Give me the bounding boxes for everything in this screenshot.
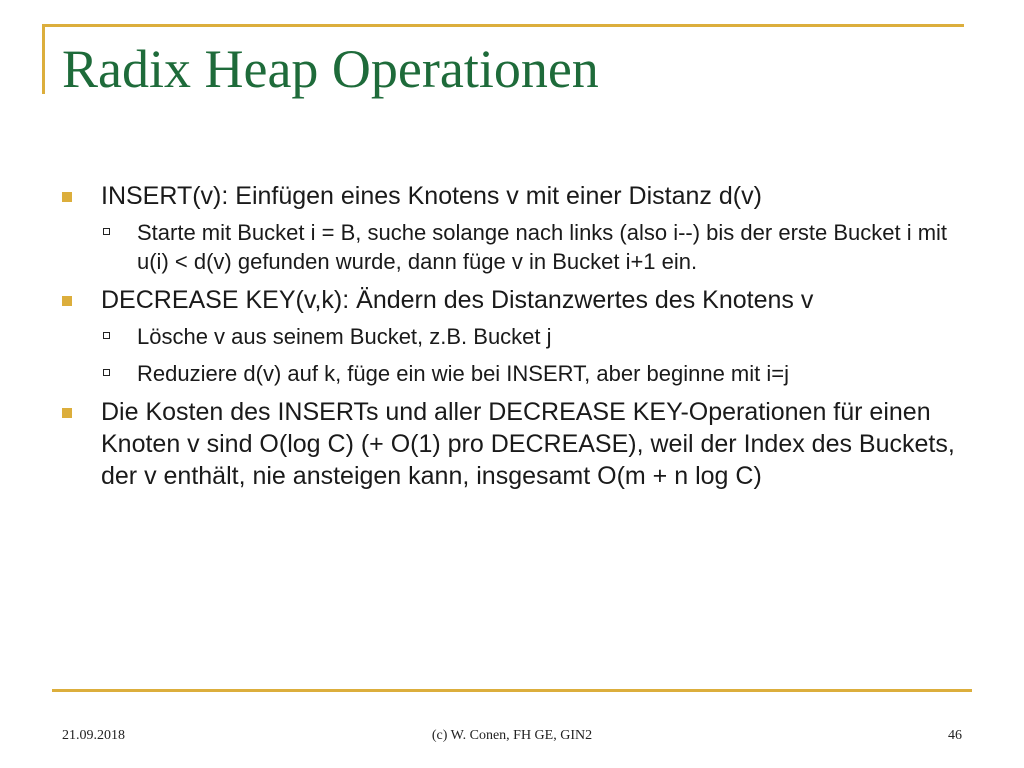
slide-title: Radix Heap Operationen: [62, 39, 599, 99]
frame-top-line: [42, 24, 964, 27]
hollow-square-bullet-icon: [103, 332, 110, 339]
bullet-insert: [60, 180, 980, 212]
sub-bullet-reduce: [60, 359, 980, 388]
square-bullet-icon: [62, 296, 72, 306]
bullet-decrease-key: [60, 284, 980, 316]
footer-copyright: (c) W. Conen, FH GE, GIN2: [431, 728, 593, 743]
sub-bullet-text: Reduziere d(v) auf k, füge ein wie bei INSERT, aber beginne mit i=j: [137, 361, 789, 386]
sub-bullet-text: Starte mit Bucket i = B, suche solange nach links (also i--) bis der erste Bucket i mit u(i) < d(v) gefunden wurde, dann füge v in Bucket i+1 ein.: [137, 220, 948, 274]
sub-bullet-delete: [60, 322, 980, 351]
footer-page-number: 46: [948, 728, 962, 743]
bullet-text: Die Kosten des INSERTs und aller DECREASE KEY-Operationen für einen Knoten v sind O(log C) (+ O(1) pro DECREASE), weil der Index des Buckets, der v enthält, nie ansteigen kann, insgesamt O(m + n log C): [101, 398, 955, 490]
sub-bullet-insert-desc: [60, 218, 980, 276]
slide-content: [60, 180, 980, 498]
bullet-text: INSERT(v): Einfügen eines Knotens v mit einer Distanz d(v): [101, 182, 762, 210]
footer-separator: [52, 689, 972, 692]
hollow-square-bullet-icon: [103, 369, 110, 376]
bullet-text: DECREASE KEY(v,k): Ändern des Distanzwertes des Knotens v: [101, 286, 814, 314]
bullet-costs: [60, 396, 980, 492]
sub-bullet-text: Lösche v aus seinem Bucket, z.B. Bucket j: [137, 324, 552, 349]
hollow-square-bullet-icon: [103, 228, 110, 235]
frame-left-line: [42, 24, 45, 94]
footer-date: 21.09.2018: [62, 728, 125, 743]
square-bullet-icon: [62, 192, 72, 202]
square-bullet-icon: [62, 408, 72, 418]
